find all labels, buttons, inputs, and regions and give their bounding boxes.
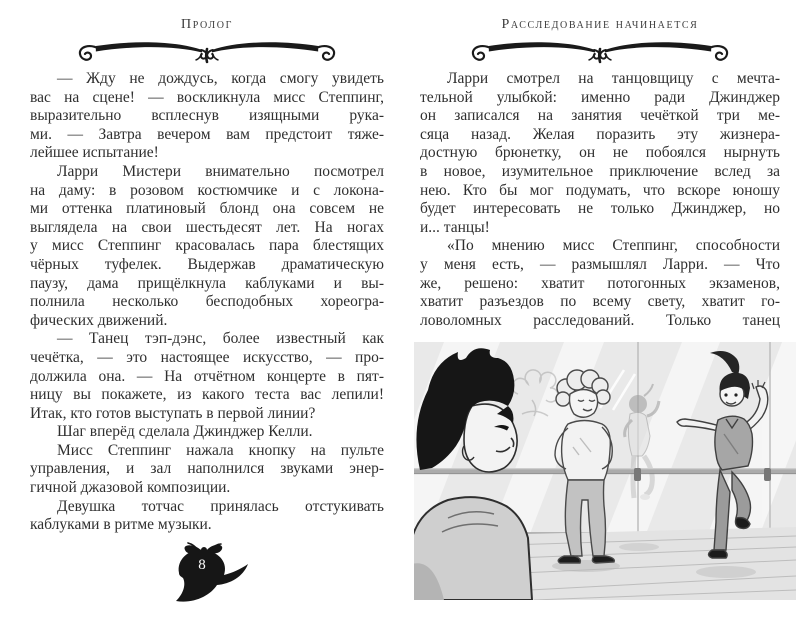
text-line: чёрных туфелек. Выдержав драматическую (30, 255, 384, 273)
text-line: ловоломных расследований. Только танец (420, 311, 780, 329)
text-line: Ларри Мистери внимательно посмотрел (57, 162, 384, 180)
text-line: Ларри смотрел на танцовщицу с мечта- (447, 70, 780, 87)
text-line: Мисс Степпинг нажала кнопку на пульте (57, 441, 384, 459)
text-line: ми. — Завтра вечером вам предстоит тяже- (30, 125, 384, 143)
text-line: каблуками в ритме музыки. (30, 516, 212, 534)
right-page (418, 0, 782, 623)
text-line: достную брюнетку, он не побоялся нырнуть (420, 144, 780, 162)
left-page (28, 0, 386, 623)
text-line: «По мнению мисс Степпинг, способности (447, 237, 780, 255)
page-number-hat (165, 540, 249, 606)
text-line: чечётка, — это настоящее искусство, — про- (30, 348, 384, 366)
text-line: же, решено: хватит потогонных экзаменов, (420, 274, 780, 292)
text-line: будет интересовать не только Джинджер, но (420, 200, 780, 218)
text-line: — Танец тэп-дэнс, более известный как (57, 330, 384, 348)
flourish-ornament (76, 38, 338, 64)
text-line: у меня есть, — размышлял Ларри. — Что (420, 255, 780, 273)
text-line: ми оттенка платиновый блонд она совсем не (30, 200, 384, 218)
text-line: управления, и зал наполнился звуками энер- (30, 460, 384, 478)
text-line: и... танцы! (420, 218, 490, 236)
text-line: на даму: в розовом костюмчике и с локона- (30, 181, 384, 199)
text-line: лейшее испытание! (30, 144, 159, 162)
right-text-column (420, 70, 780, 330)
text-line: сяца назад. Желая поразить эту жизнера- (420, 125, 780, 143)
text-line: нею. Кто бы мог подумать, что вскоре юношу (420, 181, 780, 199)
text-line: тельной улыбкой: именно ради Джинджер (420, 88, 780, 106)
text-line: вас на сцене! — воскликнула мисс Степпинг, (30, 88, 384, 106)
right-chapter-title: Расследование начинается (501, 17, 699, 32)
text-line: Итак, кто готов выступать в первой линии? (30, 404, 316, 422)
flourish-ornament (469, 38, 731, 64)
dance-studio-illustration (414, 342, 796, 600)
text-line: гичной джазовой композиции. (30, 479, 231, 497)
text-line: он записался на занятия чечёткой три ме- (420, 107, 780, 125)
text-line: выглядела на свои шестьдесят лет. На ногах (30, 218, 384, 236)
page-number: 8 (198, 557, 206, 573)
text-line: должила она. — На отчётном концерте в пят- (30, 367, 384, 385)
left-chapter-title: Пролог (181, 17, 233, 32)
text-line: — Жду не дождусь, когда смогу увидеть (57, 70, 384, 87)
text-line: фических движений. (30, 311, 168, 329)
text-line: ницу вы покажете, из какого теста вас лепили! (30, 386, 384, 404)
text-line: паузу, дама прищёлкнула каблуками и вы- (30, 274, 384, 292)
text-line: выразительно всплеснув изящными рука- (30, 107, 384, 125)
text-line: Девушка тотчас принялась отстукивать (57, 497, 384, 515)
text-line: у мисс Степпинг красовалась пара блестящих (30, 237, 384, 255)
text-line: Шаг вперёд сделала Джинджер Келли. (57, 423, 313, 441)
text-line: хватит разъездов по всему свету, хватит го- (420, 293, 780, 311)
left-text-column (30, 70, 384, 535)
text-line: полнила несколько бесподобных хореогра- (30, 293, 384, 311)
text-line: в новое, изумительное приключение вслед за (420, 162, 780, 180)
